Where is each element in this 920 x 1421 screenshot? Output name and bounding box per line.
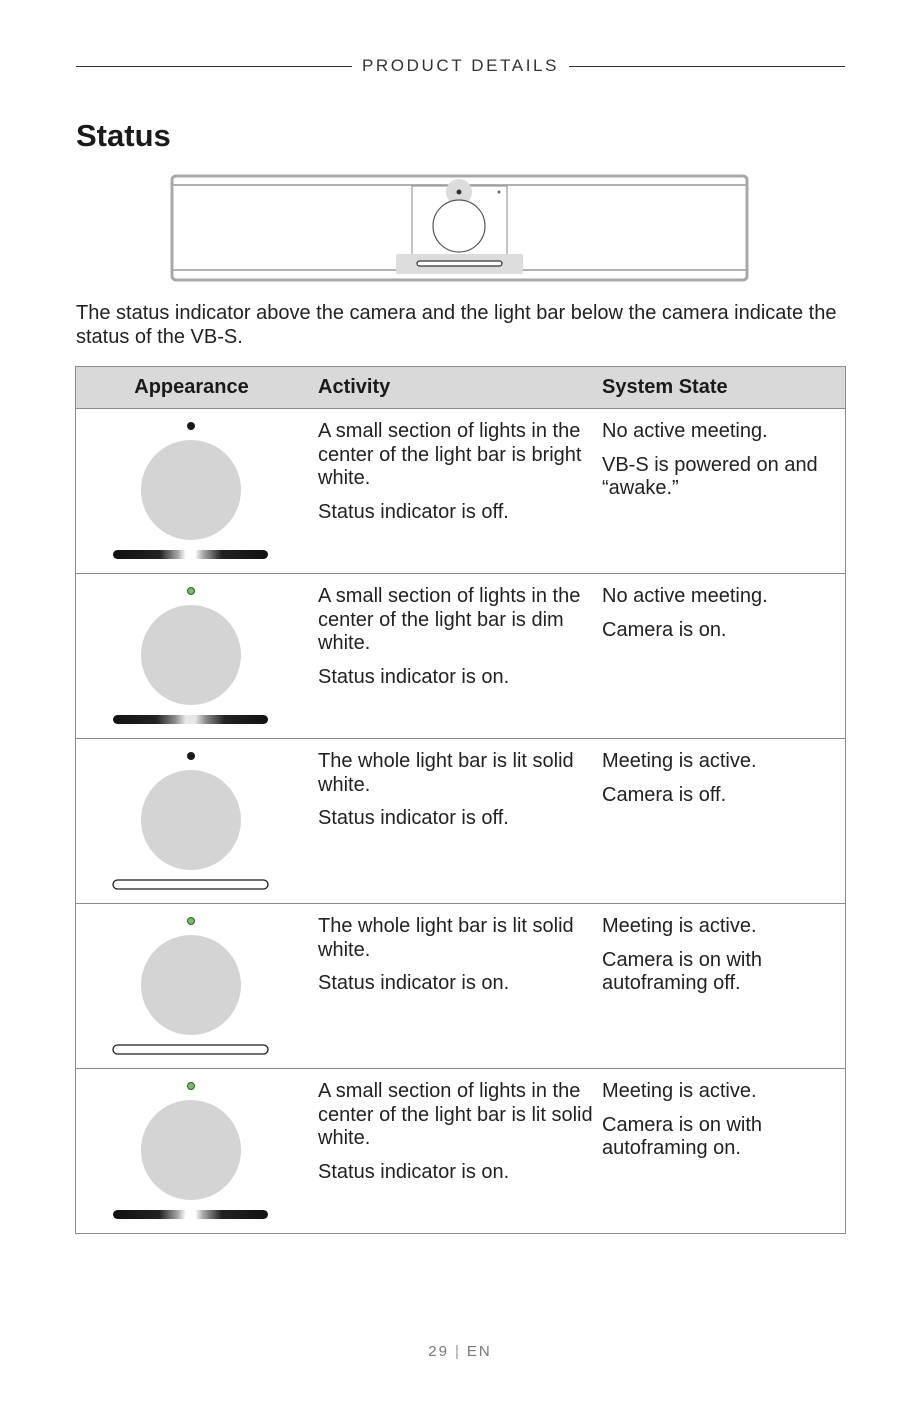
appearance-cell bbox=[76, 409, 308, 574]
light-bar-icon bbox=[113, 715, 268, 724]
page-footer bbox=[0, 1343, 920, 1360]
activity-text: The whole light bar is lit solid white. bbox=[318, 915, 574, 961]
activity-text: Status indicator is off. bbox=[318, 500, 509, 523]
system-state-text: Camera is on. bbox=[602, 618, 727, 641]
camera-lens-icon bbox=[141, 770, 241, 870]
camera-lens-icon bbox=[141, 935, 241, 1035]
page-number: 29 bbox=[428, 1343, 449, 1360]
activity-cell bbox=[307, 739, 602, 904]
system-state-text: Camera is on with autoframing off. bbox=[602, 948, 763, 994]
table-row bbox=[76, 904, 846, 1069]
system-state-text: Meeting is active. bbox=[602, 1080, 757, 1102]
table-row bbox=[76, 1069, 846, 1234]
status-indicator-off-icon bbox=[187, 422, 195, 430]
system-state-cell bbox=[602, 739, 846, 904]
activity-text: Status indicator is off. bbox=[318, 807, 509, 829]
appearance-cell bbox=[76, 739, 308, 904]
activity-text: The whole light bar is lit solid white. bbox=[318, 750, 574, 796]
appearance-cell bbox=[76, 574, 308, 739]
light-bar-icon bbox=[113, 1210, 268, 1219]
activity-cell bbox=[307, 409, 602, 574]
camera-lens-icon bbox=[141, 1100, 241, 1200]
activity-cell bbox=[307, 1069, 602, 1234]
header-rule-right bbox=[569, 66, 845, 67]
section-header bbox=[76, 54, 845, 78]
system-state-text: Camera is on with autoframing on. bbox=[602, 1113, 763, 1159]
appearance-cell bbox=[76, 1069, 308, 1234]
status-indicator-off-icon bbox=[187, 752, 195, 760]
system-state-cell bbox=[602, 574, 846, 739]
footer-separator: | bbox=[454, 1343, 461, 1360]
status-indicator-on-icon bbox=[188, 1083, 195, 1090]
column-header-appearance: Appearance bbox=[76, 367, 308, 409]
system-state-cell bbox=[602, 1069, 846, 1234]
system-state-text: VB-S is powered on and “awake.” bbox=[602, 453, 818, 499]
activity-text: Status indicator is on. bbox=[318, 972, 510, 994]
appearance-cell bbox=[76, 904, 308, 1069]
activity-text: A small section of lights in the center of the light bar is dim white. bbox=[318, 585, 581, 654]
table-row bbox=[76, 574, 846, 739]
status-appearance-illustration bbox=[76, 409, 307, 573]
system-state-text: Meeting is active. bbox=[602, 915, 757, 937]
activity-text: Status indicator is on. bbox=[318, 665, 510, 688]
light-bar-icon bbox=[113, 1045, 268, 1054]
status-indicator-on-icon bbox=[188, 918, 195, 925]
column-header-activity: Activity bbox=[307, 367, 602, 409]
status-appearance-illustration bbox=[76, 1069, 307, 1233]
activity-cell bbox=[307, 574, 602, 739]
system-state-text: No active meeting. bbox=[602, 585, 768, 607]
camera-lens-icon bbox=[141, 440, 241, 540]
activity-text: A small section of lights in the center of the light bar is lit solid white. bbox=[318, 1080, 593, 1149]
status-appearance-illustration bbox=[76, 904, 307, 1068]
system-state-text: Meeting is active. bbox=[602, 750, 757, 772]
column-header-system-state: System State bbox=[602, 367, 846, 409]
camera-lens-icon bbox=[141, 605, 241, 705]
system-state-text: No active meeting. bbox=[602, 420, 768, 442]
activity-text: A small section of lights in the center of the light bar is bright white. bbox=[318, 420, 582, 489]
light-bar-icon bbox=[113, 880, 268, 889]
status-appearance-illustration bbox=[76, 739, 307, 903]
status-table bbox=[75, 366, 846, 1234]
status-appearance-illustration bbox=[76, 574, 307, 738]
language-code: EN bbox=[466, 1343, 492, 1360]
system-state-text: Camera is off. bbox=[602, 783, 727, 806]
status-indicator-on-icon bbox=[188, 588, 195, 595]
table-header-row bbox=[76, 367, 846, 409]
section-label: PRODUCT DETAILS bbox=[361, 56, 560, 75]
table-row bbox=[76, 409, 846, 574]
system-state-cell bbox=[602, 409, 846, 574]
activity-text: Status indicator is on. bbox=[318, 1160, 510, 1183]
activity-cell bbox=[307, 904, 602, 1069]
intro-paragraph: The status indicator above the camera and the light bar below the camera indicate the status of the VB-S. bbox=[76, 302, 837, 348]
table-row bbox=[76, 739, 846, 904]
page-title: Status bbox=[76, 118, 171, 153]
vb-s-device-illustration bbox=[170, 172, 750, 284]
system-state-cell bbox=[602, 904, 846, 1069]
header-rule-left bbox=[76, 66, 352, 67]
light-bar-icon bbox=[113, 550, 268, 559]
